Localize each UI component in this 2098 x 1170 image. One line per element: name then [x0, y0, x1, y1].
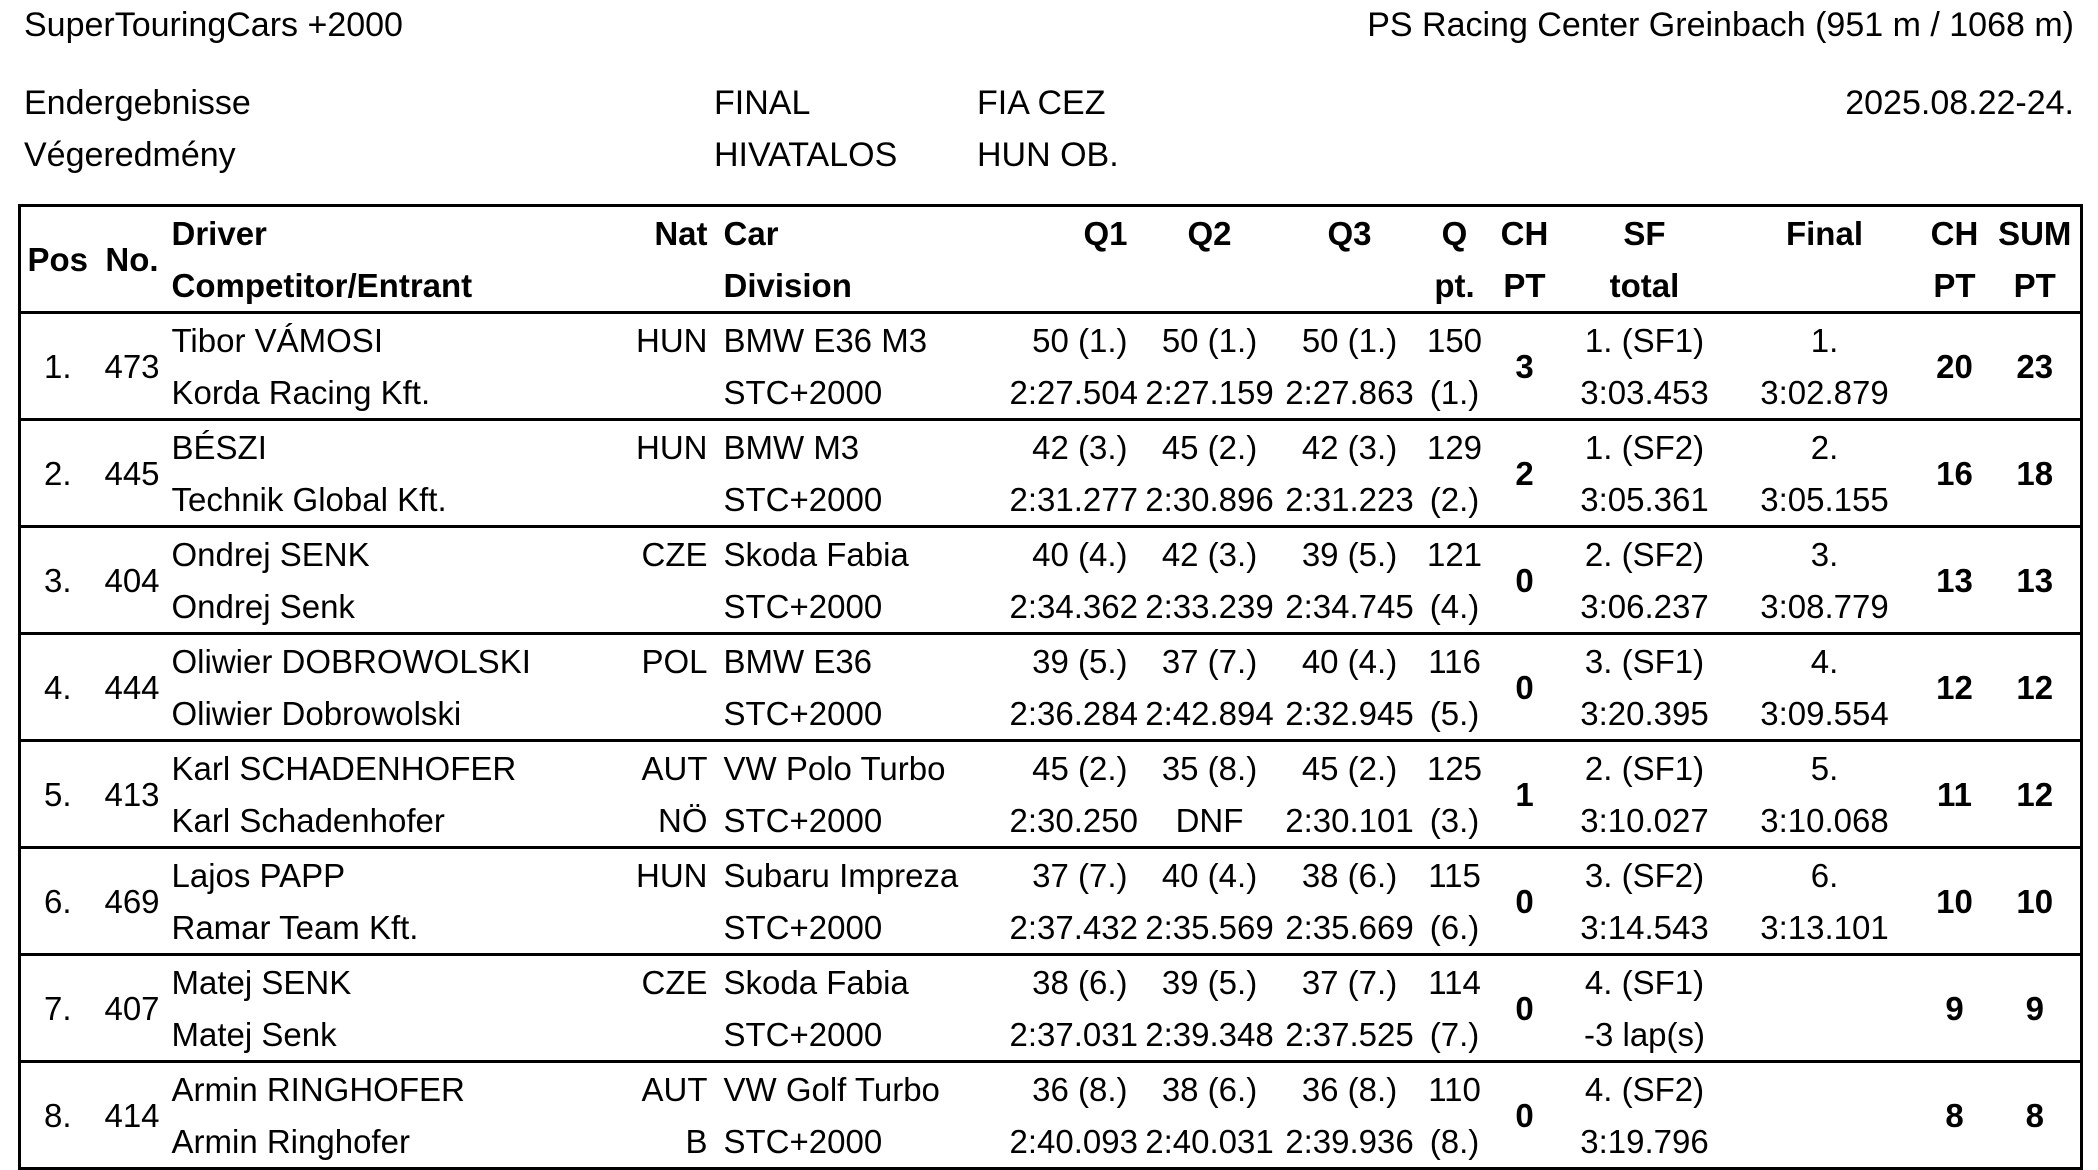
- row-final-pos: 5.: [1730, 741, 1890, 795]
- row-sf-total: 3:03.453: [1580, 373, 1709, 411]
- row-sum-points: 9: [1990, 955, 2082, 1062]
- col-ch2-top: CH: [1930, 214, 1979, 252]
- row-q-points: 110: [1420, 1062, 1490, 1116]
- row-q1-points: 37 (7.): [1010, 848, 1140, 902]
- row-final-time: [1730, 1115, 1890, 1169]
- row-q-rank: (8.): [1429, 1122, 1480, 1160]
- row-nat-region: [610, 366, 720, 420]
- row-sum-points: 12: [1990, 634, 2082, 741]
- row-q3-time: 2:34.745: [1285, 587, 1414, 625]
- series-title: SuperTouringCars +2000: [24, 6, 403, 44]
- row-pos: 8.: [20, 1062, 95, 1169]
- row-q-points: 129: [1420, 420, 1490, 474]
- row-q-rank: (6.): [1429, 908, 1480, 946]
- row-sf-result: 2. (SF2): [1560, 527, 1730, 581]
- row-q1-time: 2:30.250: [1009, 801, 1138, 839]
- table-row-sub: [20, 687, 2082, 741]
- table-row: [20, 420, 2082, 474]
- row-ch2-points: 10: [1890, 848, 1990, 955]
- row-q-rank: (4.): [1429, 587, 1480, 625]
- row-car: Subaru Impreza: [720, 848, 1010, 902]
- row-q2-points: 40 (4.): [1140, 848, 1280, 902]
- row-final-pos: 1.: [1730, 313, 1890, 367]
- row-q2-points: 50 (1.): [1140, 313, 1280, 367]
- row-q2-points: 37 (7.): [1140, 634, 1280, 688]
- row-division: STC+2000: [723, 908, 883, 946]
- row-q-rank: (5.): [1429, 694, 1480, 732]
- row-q-points: 115: [1420, 848, 1490, 902]
- row-q1-time: 2:37.031: [1009, 1015, 1138, 1053]
- table-row: [20, 848, 2082, 902]
- col-nat: Nat: [654, 214, 708, 252]
- col-driver: Driver: [171, 214, 267, 252]
- row-q3-points: 38 (6.): [1280, 848, 1420, 902]
- table-row: [20, 634, 2082, 688]
- row-car: BMW E36: [720, 634, 1010, 688]
- col-car: Car: [723, 214, 779, 252]
- row-driver: BÉSZI: [170, 420, 610, 474]
- championship-2: HUN OB.: [977, 136, 1119, 174]
- row-q1-time: 2:37.432: [1009, 908, 1138, 946]
- row-competitor: Armin Ringhofer: [171, 1122, 410, 1160]
- row-q3-time: 2:39.936: [1285, 1122, 1414, 1160]
- row-nat: CZE: [610, 527, 720, 581]
- row-q2-points: 35 (8.): [1140, 741, 1280, 795]
- row-q2-time: 2:33.239: [1145, 587, 1274, 625]
- row-competitor: Ondrej Senk: [171, 587, 355, 625]
- row-ch-points: 3: [1490, 313, 1560, 420]
- row-final-pos: [1730, 1062, 1890, 1116]
- row-sf-total: 3:14.543: [1580, 908, 1709, 946]
- row-q1-time: 2:34.362: [1009, 587, 1138, 625]
- row-q2-time: 2:30.896: [1145, 480, 1274, 518]
- row-final-pos: 6.: [1730, 848, 1890, 902]
- row-competitor: Karl Schadenhofer: [171, 801, 445, 839]
- row-ch-points: 0: [1490, 527, 1560, 634]
- row-final-time: 3:02.879: [1760, 373, 1889, 411]
- results-table: [18, 204, 2083, 1170]
- row-number: 404: [95, 527, 170, 634]
- row-nat-region: [610, 580, 720, 634]
- col-division: Division: [723, 266, 852, 304]
- row-q3-points: 36 (8.): [1280, 1062, 1420, 1116]
- col-sf-top: SF: [1623, 214, 1666, 252]
- row-ch-points: 2: [1490, 420, 1560, 527]
- row-number: 407: [95, 955, 170, 1062]
- row-nat: HUN: [610, 848, 720, 902]
- row-nat: CZE: [610, 955, 720, 1009]
- row-q-points: 114: [1420, 955, 1490, 1009]
- row-pos: 2.: [20, 420, 95, 527]
- col-ch2-bottom: PT: [1933, 266, 1976, 304]
- row-q2-points: 39 (5.): [1140, 955, 1280, 1009]
- row-division: STC+2000: [723, 1122, 883, 1160]
- table-row: [20, 1062, 2082, 1116]
- table-row: [20, 741, 2082, 795]
- row-q3-points: 37 (7.): [1280, 955, 1420, 1009]
- row-pos: 3.: [20, 527, 95, 634]
- row-competitor: Matej Senk: [171, 1015, 337, 1053]
- row-driver: Ondrej SENK: [170, 527, 610, 581]
- row-car: VW Golf Turbo: [720, 1062, 1010, 1116]
- row-q3-time: 2:31.223: [1285, 480, 1414, 518]
- row-division: STC+2000: [723, 373, 883, 411]
- row-final-time: 3:09.554: [1760, 694, 1889, 732]
- row-competitor: Oliwier Dobrowolski: [171, 694, 462, 732]
- row-pos: 7.: [20, 955, 95, 1062]
- row-nat: AUT: [610, 1062, 720, 1116]
- col-sum-top: SUM: [1998, 214, 2072, 252]
- row-sum-points: 12: [1990, 741, 2082, 848]
- row-final-pos: 2.: [1730, 420, 1890, 474]
- row-pos: 1.: [20, 313, 95, 420]
- row-sf-result: 3. (SF1): [1560, 634, 1730, 688]
- row-sf-total: -3 lap(s): [1583, 1015, 1706, 1053]
- row-q1-time: 2:36.284: [1009, 694, 1138, 732]
- row-q2-time: 2:40.031: [1145, 1122, 1274, 1160]
- row-nat: HUN: [610, 420, 720, 474]
- row-ch2-points: 9: [1890, 955, 1990, 1062]
- row-q-points: 116: [1420, 634, 1490, 688]
- row-q1-time: 2:27.504: [1009, 373, 1138, 411]
- row-sf-result: 1. (SF2): [1560, 420, 1730, 474]
- row-q1-time: 2:40.093: [1009, 1122, 1138, 1160]
- row-sf-result: 3. (SF2): [1560, 848, 1730, 902]
- row-car: BMW E36 M3: [720, 313, 1010, 367]
- row-final-time: 3:08.779: [1760, 587, 1889, 625]
- row-ch-points: 0: [1490, 955, 1560, 1062]
- row-sf-total: 3:05.361: [1580, 480, 1709, 518]
- row-q3-time: 2:32.945: [1285, 694, 1414, 732]
- row-number: 445: [95, 420, 170, 527]
- row-q2-time: 2:27.159: [1145, 373, 1274, 411]
- row-car: BMW M3: [720, 420, 1010, 474]
- row-final-time: 3:13.101: [1760, 908, 1889, 946]
- table-row-sub: [20, 1115, 2082, 1169]
- row-ch-points: 1: [1490, 741, 1560, 848]
- table-header: [20, 206, 2082, 313]
- row-sum-points: 18: [1990, 420, 2082, 527]
- row-sum-points: 8: [1990, 1062, 2082, 1169]
- row-q3-points: 39 (5.): [1280, 527, 1420, 581]
- col-final: Final: [1785, 214, 1863, 252]
- row-sf-total: 3:20.395: [1580, 694, 1709, 732]
- table-row-sub: [20, 794, 2082, 848]
- row-ch2-points: 20: [1890, 313, 1990, 420]
- row-nat-region: [610, 687, 720, 741]
- title-de: Endergebnisse: [24, 84, 251, 122]
- row-number: 469: [95, 848, 170, 955]
- row-competitor: Technik Global Kft.: [171, 480, 447, 518]
- table-row: [20, 527, 2082, 581]
- title-hu: Végeredmény: [24, 136, 236, 174]
- row-q1-points: 38 (6.): [1010, 955, 1140, 1009]
- table-row-sub: [20, 366, 2082, 420]
- row-final-pos: 4.: [1730, 634, 1890, 688]
- table-row: [20, 955, 2082, 1009]
- row-q1-time: 2:31.277: [1009, 480, 1138, 518]
- row-competitor: Korda Racing Kft.: [171, 373, 431, 411]
- table-row-sub: [20, 580, 2082, 634]
- col-no: No.: [105, 240, 159, 278]
- col-q-bottom: pt.: [1434, 266, 1475, 304]
- row-sf-total: 3:10.027: [1580, 801, 1709, 839]
- row-final-pos: 3.: [1730, 527, 1890, 581]
- row-nat-region: B: [685, 1122, 708, 1160]
- row-nat: AUT: [610, 741, 720, 795]
- row-q1-points: 45 (2.): [1010, 741, 1140, 795]
- row-nat: POL: [610, 634, 720, 688]
- row-q3-points: 50 (1.): [1280, 313, 1420, 367]
- row-pos: 5.: [20, 741, 95, 848]
- row-sf-result: 4. (SF2): [1560, 1062, 1730, 1116]
- row-division: STC+2000: [723, 801, 883, 839]
- col-q3: Q3: [1327, 214, 1372, 252]
- row-sf-total: 3:06.237: [1580, 587, 1709, 625]
- col-pos: Pos: [27, 240, 89, 278]
- col-competitor: Competitor/Entrant: [171, 266, 473, 304]
- row-q-rank: (2.): [1429, 480, 1480, 518]
- row-q2-time: 2:39.348: [1145, 1015, 1274, 1053]
- row-car: Skoda Fabia: [720, 955, 1010, 1009]
- row-driver: Matej SENK: [170, 955, 610, 1009]
- table-row-sub: [20, 901, 2082, 955]
- event-date: 2025.08.22-24.: [1845, 84, 2074, 122]
- col-q-top: Q: [1441, 214, 1468, 252]
- row-driver: Armin RINGHOFER: [170, 1062, 610, 1116]
- row-sum-points: 10: [1990, 848, 2082, 955]
- row-q2-points: 38 (6.): [1140, 1062, 1280, 1116]
- col-q2: Q2: [1187, 214, 1232, 252]
- row-q1-points: 39 (5.): [1010, 634, 1140, 688]
- col-sum-bottom: PT: [2013, 266, 2056, 304]
- venue-title: PS Racing Center Greinbach (951 m / 1068 m): [1367, 6, 2074, 44]
- row-number: 473: [95, 313, 170, 420]
- row-ch2-points: 8: [1890, 1062, 1990, 1169]
- row-car: Skoda Fabia: [720, 527, 1010, 581]
- row-q3-time: 2:37.525: [1285, 1015, 1414, 1053]
- row-q3-time: 2:27.863: [1285, 373, 1414, 411]
- status-hu: HIVATALOS: [714, 136, 898, 174]
- row-q1-points: 42 (3.): [1010, 420, 1140, 474]
- row-q2-time: 2:35.569: [1145, 908, 1274, 946]
- row-q2-points: 42 (3.): [1140, 527, 1280, 581]
- table-row-sub: [20, 473, 2082, 527]
- col-ch-bottom: PT: [1503, 266, 1546, 304]
- row-number: 413: [95, 741, 170, 848]
- row-final-time: 3:05.155: [1760, 480, 1889, 518]
- row-pos: 4.: [20, 634, 95, 741]
- row-q-points: 125: [1420, 741, 1490, 795]
- row-ch2-points: 16: [1890, 420, 1990, 527]
- row-sum-points: 13: [1990, 527, 2082, 634]
- row-division: STC+2000: [723, 1015, 883, 1053]
- row-division: STC+2000: [723, 480, 883, 518]
- row-q1-points: 36 (8.): [1010, 1062, 1140, 1116]
- row-q3-points: 42 (3.): [1280, 420, 1420, 474]
- table-row: [20, 313, 2082, 367]
- row-nat: HUN: [610, 313, 720, 367]
- row-sf-result: 2. (SF1): [1560, 741, 1730, 795]
- row-driver: Karl SCHADENHOFER: [170, 741, 610, 795]
- row-nat-region: [610, 473, 720, 527]
- row-q-rank: (3.): [1429, 801, 1480, 839]
- row-division: STC+2000: [723, 694, 883, 732]
- row-final-pos: [1730, 955, 1890, 1009]
- row-driver: Lajos PAPP: [170, 848, 610, 902]
- row-ch2-points: 11: [1890, 741, 1990, 848]
- col-sf-bottom: total: [1609, 266, 1680, 304]
- row-q-points: 150: [1420, 313, 1490, 367]
- row-q-rank: (7.): [1429, 1015, 1480, 1053]
- row-q-rank: (1.): [1429, 373, 1480, 411]
- row-ch-points: 0: [1490, 634, 1560, 741]
- row-q-points: 121: [1420, 527, 1490, 581]
- championship-1: FIA CEZ: [977, 84, 1106, 122]
- row-nat-region: [610, 901, 720, 955]
- row-car: VW Polo Turbo: [720, 741, 1010, 795]
- row-final-time: 3:10.068: [1760, 801, 1889, 839]
- row-sum-points: 23: [1990, 313, 2082, 420]
- table-row-sub: [20, 1008, 2082, 1062]
- col-q1: Q1: [1083, 214, 1128, 252]
- results-body: [20, 313, 2082, 1169]
- row-sf-total: 3:19.796: [1580, 1122, 1709, 1160]
- row-number: 444: [95, 634, 170, 741]
- row-sf-result: 4. (SF1): [1560, 955, 1730, 1009]
- row-sf-result: 1. (SF1): [1560, 313, 1730, 367]
- row-pos: 6.: [20, 848, 95, 955]
- row-q3-points: 45 (2.): [1280, 741, 1420, 795]
- col-ch-top: CH: [1500, 214, 1549, 252]
- row-q3-points: 40 (4.): [1280, 634, 1420, 688]
- row-ch-points: 0: [1490, 1062, 1560, 1169]
- row-ch2-points: 12: [1890, 634, 1990, 741]
- row-q2-points: 45 (2.): [1140, 420, 1280, 474]
- row-nat-region: NÖ: [658, 801, 708, 839]
- row-division: STC+2000: [723, 587, 883, 625]
- row-q3-time: 2:35.669: [1285, 908, 1414, 946]
- status-en: FINAL: [714, 84, 811, 122]
- row-number: 414: [95, 1062, 170, 1169]
- row-driver: Tibor VÁMOSI: [170, 313, 610, 367]
- row-final-time: [1730, 1008, 1890, 1062]
- row-competitor: Ramar Team Kft.: [171, 908, 419, 946]
- row-nat-region: [610, 1008, 720, 1062]
- row-q2-time: 2:42.894: [1145, 694, 1274, 732]
- row-q1-points: 50 (1.): [1010, 313, 1140, 367]
- row-q1-points: 40 (4.): [1010, 527, 1140, 581]
- row-q2-time: DNF: [1175, 801, 1244, 839]
- row-driver: Oliwier DOBROWOLSKI: [170, 634, 610, 688]
- row-q3-time: 2:30.101: [1285, 801, 1414, 839]
- row-ch2-points: 13: [1890, 527, 1990, 634]
- row-ch-points: 0: [1490, 848, 1560, 955]
